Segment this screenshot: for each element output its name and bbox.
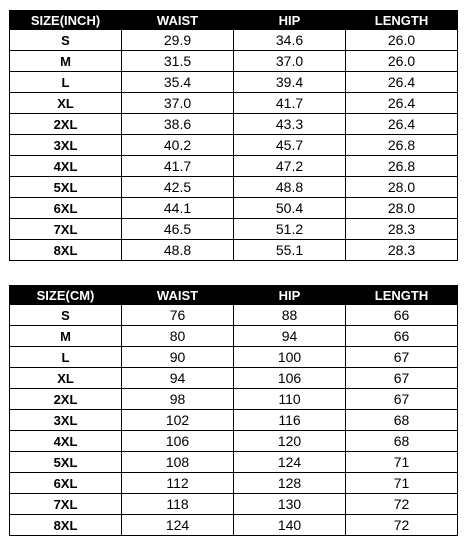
size-cell: 4XL bbox=[10, 156, 122, 177]
waist-cell: 112 bbox=[122, 473, 234, 494]
column-header-waist: WAIST bbox=[122, 11, 234, 30]
length-cell: 72 bbox=[346, 515, 458, 536]
size-cell: 3XL bbox=[10, 135, 122, 156]
waist-cell: 80 bbox=[122, 326, 234, 347]
waist-cell: 48.8 bbox=[122, 240, 234, 261]
length-cell: 68 bbox=[346, 410, 458, 431]
waist-cell: 76 bbox=[122, 305, 234, 326]
hip-cell: 130 bbox=[234, 494, 346, 515]
table-row bbox=[10, 515, 458, 536]
hip-cell: 43.3 bbox=[234, 114, 346, 135]
hip-cell: 34.6 bbox=[234, 30, 346, 51]
table-row bbox=[10, 431, 458, 452]
hip-cell: 88 bbox=[234, 305, 346, 326]
size-cell: S bbox=[10, 305, 122, 326]
inch-size-table bbox=[9, 10, 458, 261]
length-cell: 28.0 bbox=[346, 198, 458, 219]
table-header-row bbox=[10, 11, 458, 30]
table-row bbox=[10, 240, 458, 261]
size-cell: L bbox=[10, 347, 122, 368]
table-row bbox=[10, 177, 458, 198]
hip-cell: 100 bbox=[234, 347, 346, 368]
waist-cell: 124 bbox=[122, 515, 234, 536]
waist-cell: 29.9 bbox=[122, 30, 234, 51]
column-header-size: SIZE(CM) bbox=[10, 286, 122, 305]
hip-cell: 47.2 bbox=[234, 156, 346, 177]
hip-cell: 55.1 bbox=[234, 240, 346, 261]
waist-cell: 118 bbox=[122, 494, 234, 515]
table-row bbox=[10, 410, 458, 431]
cm-size-table bbox=[9, 285, 458, 536]
hip-cell: 106 bbox=[234, 368, 346, 389]
table-row bbox=[10, 93, 458, 114]
hip-cell: 116 bbox=[234, 410, 346, 431]
size-cell: 2XL bbox=[10, 114, 122, 135]
length-cell: 26.4 bbox=[346, 114, 458, 135]
table-row bbox=[10, 30, 458, 51]
length-cell: 26.8 bbox=[346, 135, 458, 156]
hip-cell: 50.4 bbox=[234, 198, 346, 219]
size-cell: 5XL bbox=[10, 177, 122, 198]
size-cell: 7XL bbox=[10, 219, 122, 240]
length-cell: 28.0 bbox=[346, 177, 458, 198]
size-cell: 7XL bbox=[10, 494, 122, 515]
length-cell: 67 bbox=[346, 347, 458, 368]
table-row bbox=[10, 494, 458, 515]
table-row bbox=[10, 452, 458, 473]
length-cell: 66 bbox=[346, 305, 458, 326]
length-cell: 26.8 bbox=[346, 156, 458, 177]
waist-cell: 42.5 bbox=[122, 177, 234, 198]
hip-cell: 41.7 bbox=[234, 93, 346, 114]
table-row bbox=[10, 72, 458, 93]
waist-cell: 41.7 bbox=[122, 156, 234, 177]
column-header-hip: HIP bbox=[234, 286, 346, 305]
size-cell: 8XL bbox=[10, 240, 122, 261]
length-cell: 26.0 bbox=[346, 30, 458, 51]
waist-cell: 35.4 bbox=[122, 72, 234, 93]
length-cell: 68 bbox=[346, 431, 458, 452]
hip-cell: 48.8 bbox=[234, 177, 346, 198]
column-header-hip: HIP bbox=[234, 11, 346, 30]
table-row bbox=[10, 473, 458, 494]
hip-cell: 51.2 bbox=[234, 219, 346, 240]
length-cell: 71 bbox=[346, 452, 458, 473]
table-row bbox=[10, 368, 458, 389]
table-row bbox=[10, 114, 458, 135]
size-cell: S bbox=[10, 30, 122, 51]
table-row bbox=[10, 219, 458, 240]
inch-table-body bbox=[10, 30, 458, 261]
hip-cell: 124 bbox=[234, 452, 346, 473]
size-cell: L bbox=[10, 72, 122, 93]
table-row bbox=[10, 198, 458, 219]
table-row bbox=[10, 305, 458, 326]
size-cell: 8XL bbox=[10, 515, 122, 536]
size-cell: 6XL bbox=[10, 473, 122, 494]
size-cell: M bbox=[10, 326, 122, 347]
waist-cell: 31.5 bbox=[122, 51, 234, 72]
waist-cell: 37.0 bbox=[122, 93, 234, 114]
waist-cell: 90 bbox=[122, 347, 234, 368]
size-cell: XL bbox=[10, 368, 122, 389]
column-header-length: LENGTH bbox=[346, 286, 458, 305]
table-header-row bbox=[10, 286, 458, 305]
size-cell: XL bbox=[10, 93, 122, 114]
length-cell: 28.3 bbox=[346, 219, 458, 240]
column-header-waist: WAIST bbox=[122, 286, 234, 305]
length-cell: 66 bbox=[346, 326, 458, 347]
column-header-length: LENGTH bbox=[346, 11, 458, 30]
hip-cell: 94 bbox=[234, 326, 346, 347]
size-cell: 2XL bbox=[10, 389, 122, 410]
table-row bbox=[10, 51, 458, 72]
table-row bbox=[10, 326, 458, 347]
waist-cell: 38.6 bbox=[122, 114, 234, 135]
waist-cell: 94 bbox=[122, 368, 234, 389]
size-cell: 5XL bbox=[10, 452, 122, 473]
length-cell: 67 bbox=[346, 368, 458, 389]
table-row bbox=[10, 135, 458, 156]
size-cell: 4XL bbox=[10, 431, 122, 452]
cm-table-body bbox=[10, 305, 458, 536]
length-cell: 72 bbox=[346, 494, 458, 515]
length-cell: 71 bbox=[346, 473, 458, 494]
hip-cell: 140 bbox=[234, 515, 346, 536]
table-row bbox=[10, 156, 458, 177]
hip-cell: 110 bbox=[234, 389, 346, 410]
table-row bbox=[10, 347, 458, 368]
waist-cell: 44.1 bbox=[122, 198, 234, 219]
size-cell: M bbox=[10, 51, 122, 72]
hip-cell: 120 bbox=[234, 431, 346, 452]
waist-cell: 46.5 bbox=[122, 219, 234, 240]
waist-cell: 108 bbox=[122, 452, 234, 473]
length-cell: 26.4 bbox=[346, 72, 458, 93]
hip-cell: 39.4 bbox=[234, 72, 346, 93]
hip-cell: 128 bbox=[234, 473, 346, 494]
size-cell: 6XL bbox=[10, 198, 122, 219]
hip-cell: 45.7 bbox=[234, 135, 346, 156]
size-cell: 3XL bbox=[10, 410, 122, 431]
hip-cell: 37.0 bbox=[234, 51, 346, 72]
waist-cell: 106 bbox=[122, 431, 234, 452]
length-cell: 26.0 bbox=[346, 51, 458, 72]
column-header-size: SIZE(INCH) bbox=[10, 11, 122, 30]
table-row bbox=[10, 389, 458, 410]
waist-cell: 102 bbox=[122, 410, 234, 431]
length-cell: 26.4 bbox=[346, 93, 458, 114]
length-cell: 67 bbox=[346, 389, 458, 410]
waist-cell: 40.2 bbox=[122, 135, 234, 156]
length-cell: 28.3 bbox=[346, 240, 458, 261]
waist-cell: 98 bbox=[122, 389, 234, 410]
